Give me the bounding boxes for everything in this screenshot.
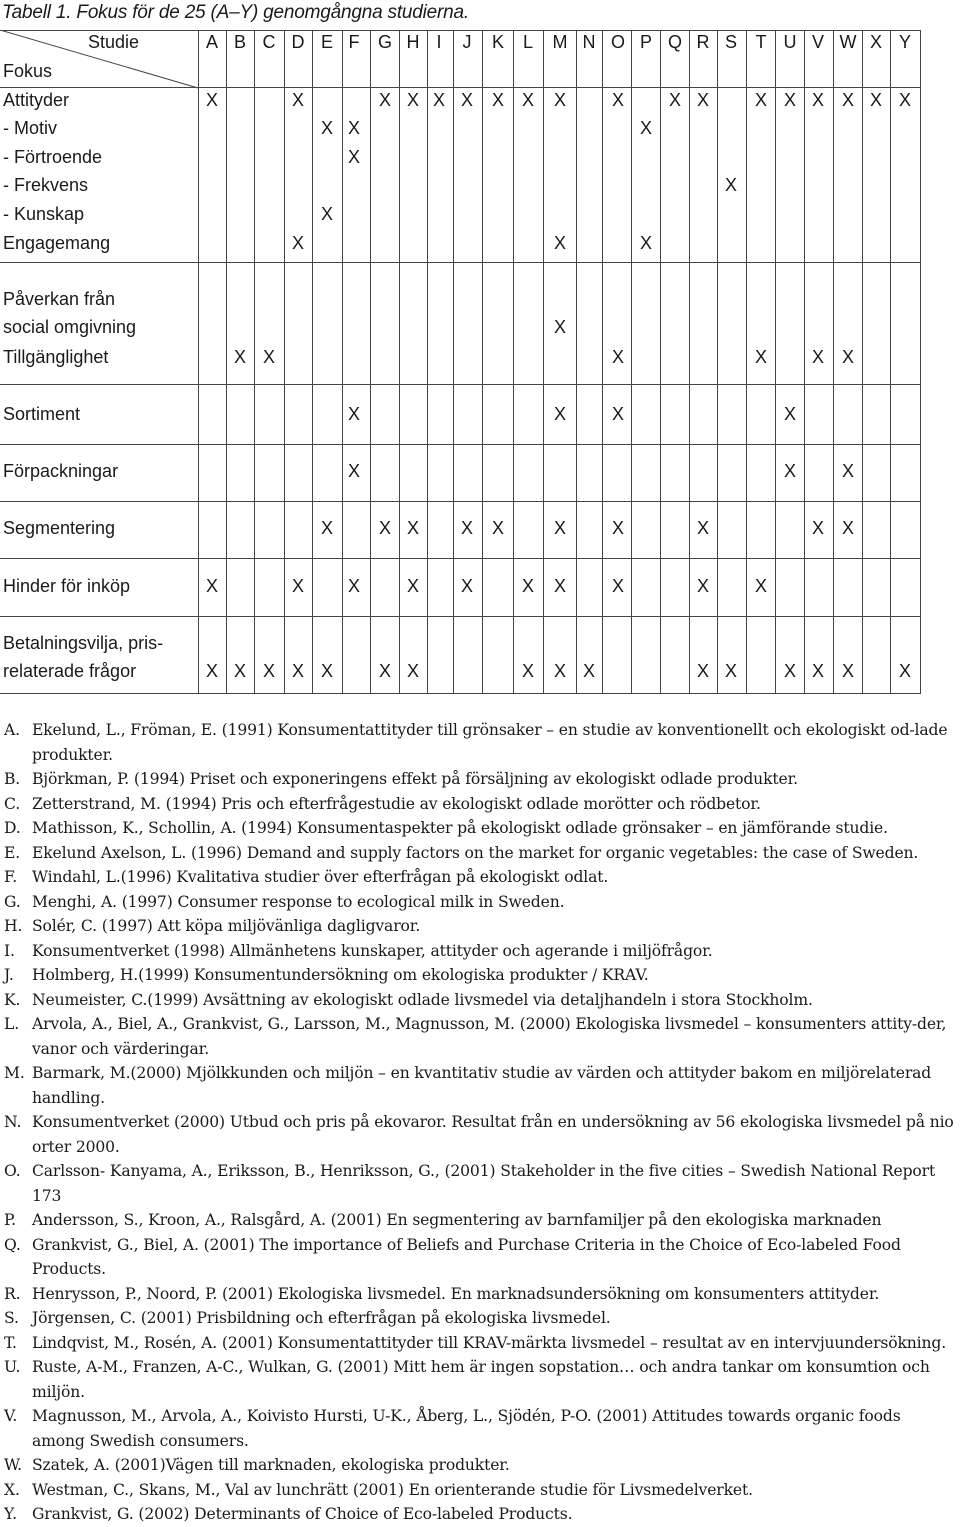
table-cell-mark: X bbox=[491, 518, 504, 538]
column-divider bbox=[284, 30, 285, 694]
row-label: - Kunskap bbox=[3, 204, 85, 224]
table-caption: Tabell 1. Fokus för de 25 (A–Y) genomgångna studierna. bbox=[2, 2, 469, 23]
column-divider bbox=[370, 30, 371, 694]
corner-header-studie: Studie bbox=[88, 32, 140, 52]
column-header-h: H bbox=[406, 32, 420, 52]
table-cell-mark: X bbox=[696, 661, 709, 681]
reference-key: C. bbox=[4, 794, 21, 813]
column-divider bbox=[226, 30, 227, 694]
reference-item bbox=[4, 1306, 958, 1331]
table-cell-mark: X bbox=[378, 90, 391, 110]
reference-text: Szatek, A. (2001)Vägen till marknaden, ekologiska produkter. bbox=[32, 1456, 510, 1474]
reference-item bbox=[4, 1478, 958, 1503]
reference-item bbox=[4, 718, 958, 767]
table-cell-mark: X bbox=[320, 118, 333, 138]
reference-text: Lindqvist, M., Rosén, A. (2001) Konsumentattityder till KRAV-märkta livsmedel – resultat av en intervjuundersökning. bbox=[32, 1333, 947, 1352]
column-divider bbox=[198, 30, 199, 694]
table-cell-mark: X bbox=[696, 576, 709, 596]
table-cell-mark: X bbox=[320, 204, 333, 224]
reference-text: Holmberg, H.(1999) Konsumentundersökning om ekologiska produkter / KRAV. bbox=[32, 966, 649, 984]
row-separator bbox=[0, 444, 920, 445]
table-cell-mark: X bbox=[320, 518, 333, 538]
reference-text: Konsumentverket (2000) Utbud och pris på ekovaror. Resultat från en undersökning av 56 ekologiska livsmedel på nio orter 2000. bbox=[32, 1113, 954, 1156]
reference-key: W. bbox=[4, 1456, 22, 1474]
reference-item bbox=[4, 963, 958, 988]
column-header-x: X bbox=[869, 32, 882, 52]
column-header-v: V bbox=[811, 32, 824, 52]
reference-key: T. bbox=[4, 1333, 17, 1352]
table-cell-mark: X bbox=[724, 661, 737, 681]
column-header-l: L bbox=[522, 32, 533, 52]
reference-item bbox=[4, 1012, 958, 1061]
table-cell-mark: X bbox=[406, 661, 419, 681]
row-label: Segmentering bbox=[3, 518, 116, 538]
table-cell-mark: X bbox=[841, 518, 854, 538]
reference-item bbox=[4, 1282, 958, 1307]
table-cell-mark: X bbox=[460, 518, 473, 538]
table-cell-mark: X bbox=[378, 661, 391, 681]
reference-key: O. bbox=[4, 1162, 21, 1180]
reference-item bbox=[4, 1233, 958, 1282]
reference-text: Grankvist, G. (2002) Determinants of Choice of Eco-labeled Products. bbox=[32, 1505, 573, 1523]
table-cell-mark: X bbox=[233, 347, 246, 367]
table-cell-mark: X bbox=[521, 661, 534, 681]
row-label: - Frekvens bbox=[3, 175, 89, 195]
reference-key: P. bbox=[4, 1211, 16, 1229]
column-divider bbox=[660, 30, 661, 694]
header-rule bbox=[0, 29, 920, 31]
reference-key: F. bbox=[4, 868, 18, 886]
table-cell-mark: X bbox=[432, 90, 445, 110]
column-header-j: J bbox=[462, 32, 472, 52]
reference-item bbox=[4, 767, 958, 792]
table-cell-mark: X bbox=[553, 404, 566, 424]
table-cell-mark: X bbox=[783, 90, 796, 110]
table-cell-mark: X bbox=[460, 90, 473, 110]
column-divider bbox=[890, 30, 891, 694]
reference-key: Q. bbox=[4, 1235, 21, 1254]
reference-key: Y. bbox=[4, 1505, 17, 1523]
column-divider bbox=[689, 30, 690, 694]
table-cell-mark: X bbox=[347, 461, 360, 481]
table-cell-mark: X bbox=[233, 661, 246, 681]
table-cell-mark: X bbox=[898, 661, 911, 681]
row-separator bbox=[0, 616, 920, 617]
reference-item bbox=[4, 1453, 958, 1478]
reference-list bbox=[4, 718, 958, 1527]
table-cell-mark: X bbox=[378, 518, 391, 538]
reference-text: Barmark, M.(2000) Mjölkkunden och miljön – en kvantitativ studie av värden och attityder bakom en miljörelaterad handling. bbox=[32, 1064, 932, 1107]
reference-item bbox=[4, 939, 958, 964]
column-divider bbox=[453, 30, 454, 694]
table-cell-mark: X bbox=[205, 661, 218, 681]
row-label: Betalningsvilja, pris- bbox=[3, 633, 164, 653]
reference-item bbox=[4, 890, 958, 915]
row-label: social omgivning bbox=[3, 317, 137, 337]
row-label: Sortiment bbox=[3, 404, 81, 424]
column-header-y: Y bbox=[898, 32, 911, 52]
table-cell-mark: X bbox=[291, 576, 304, 596]
reference-text: Windahl, L.(1996) Kvalitativa studier över efterfrågan på ekologiskt odlat. bbox=[32, 868, 609, 886]
reference-key: J. bbox=[4, 966, 14, 984]
reference-text: Arvola, A., Biel, A., Grankvist, G., Larsson, M., Magnusson, M. (2000) Ekologiska livsmedel – konsumenters attity-der, vanor och värderingar. bbox=[32, 1015, 947, 1058]
reference-text: Neumeister, C.(1999) Avsättning av ekologiskt odlade livsmedel via detaljhandeln i stora Stockholm. bbox=[32, 990, 813, 1009]
column-divider bbox=[804, 30, 805, 694]
table-cell-mark: X bbox=[291, 90, 304, 110]
table-cell-mark: X bbox=[553, 317, 566, 337]
reference-item bbox=[4, 1208, 958, 1233]
column-divider bbox=[543, 30, 544, 694]
reference-key: L. bbox=[4, 1015, 20, 1033]
table-cell-mark: X bbox=[611, 347, 624, 367]
reference-text: Grankvist, G., Biel, A. (2001) The importance of Beliefs and Purchase Criteria in the Choice of Eco-labeled Food Products. bbox=[32, 1235, 901, 1278]
row-label: Tillgänglighet bbox=[3, 347, 109, 367]
table-cell-mark: X bbox=[783, 461, 796, 481]
reference-item bbox=[4, 1355, 958, 1404]
column-header-s: S bbox=[724, 32, 737, 52]
table-cell-mark: X bbox=[611, 90, 624, 110]
table-cell-mark: X bbox=[491, 90, 504, 110]
table-cell-mark: X bbox=[553, 576, 566, 596]
table-cell-mark: X bbox=[696, 90, 709, 110]
table-cell-mark: X bbox=[262, 347, 275, 367]
row-separator bbox=[0, 501, 920, 502]
table-cell-mark: X bbox=[783, 404, 796, 424]
column-divider bbox=[427, 30, 428, 694]
focus-table bbox=[0, 0, 960, 700]
reference-key: B. bbox=[4, 770, 21, 788]
table-cell-mark: X bbox=[460, 576, 473, 596]
table-cell-mark: X bbox=[811, 661, 824, 681]
reference-text: Jörgensen, C. (2001) Prisbildning och efterfrågan på ekologiska livsmedel. bbox=[32, 1309, 611, 1327]
column-divider bbox=[920, 30, 921, 694]
reference-item bbox=[4, 914, 958, 939]
table-cell-mark: X bbox=[724, 175, 737, 195]
table-cell-mark: X bbox=[668, 90, 681, 110]
reference-text: Carlsson- Kanyama, A., Eriksson, B., Henriksson, G., (2001) Stakeholder in the five cities – Swedish National Report 173 bbox=[32, 1162, 936, 1205]
reference-key: S. bbox=[4, 1309, 19, 1327]
reference-item bbox=[4, 816, 958, 841]
reference-key: N. bbox=[4, 1113, 22, 1131]
table-cell-mark: X bbox=[869, 90, 882, 110]
reference-key: K. bbox=[4, 990, 21, 1009]
table-cell-mark: X bbox=[611, 518, 624, 538]
reference-text: Ruste, A-M., Franzen, A-C., Wulkan, G. (2001) Mitt hem är ingen sopstation… och andra tankar om konsumtion och miljön. bbox=[32, 1358, 930, 1401]
column-divider bbox=[775, 30, 776, 694]
table-cell-mark: X bbox=[205, 576, 218, 596]
table-cell-mark: X bbox=[553, 518, 566, 538]
column-divider bbox=[513, 30, 514, 694]
row-label: Attityder bbox=[3, 90, 70, 110]
table-cell-mark: X bbox=[841, 347, 854, 367]
reference-text: Magnusson, M., Arvola, A., Koivisto Hursti, U-K., Åberg, L., Sjödén, P-O. (2001) Attitudes towards organic foods among Swedish consumers. bbox=[32, 1407, 901, 1450]
column-header-e: E bbox=[320, 32, 333, 52]
reference-text: Zetterstrand, M. (1994) Pris och efterfrågestudie av ekologiskt odlade morötter och rödbetor. bbox=[32, 794, 761, 813]
table-cell-mark: X bbox=[841, 90, 854, 110]
corner-header-fokus: Fokus bbox=[3, 61, 53, 81]
table-cell-mark: X bbox=[553, 233, 566, 253]
column-header-m: M bbox=[552, 32, 568, 52]
column-header-n: N bbox=[582, 32, 596, 52]
column-header-q: Q bbox=[667, 32, 682, 52]
reference-item bbox=[4, 1159, 958, 1208]
table-cell-mark: X bbox=[320, 661, 333, 681]
table-cell-mark: X bbox=[205, 90, 218, 110]
reference-key: R. bbox=[4, 1284, 21, 1303]
reference-item bbox=[4, 841, 958, 866]
reference-item bbox=[4, 865, 958, 890]
row-separator bbox=[0, 384, 920, 385]
table-cell-mark: X bbox=[696, 518, 709, 538]
column-divider bbox=[602, 30, 603, 694]
table-cell-mark: X bbox=[406, 576, 419, 596]
column-divider bbox=[631, 30, 632, 694]
column-divider bbox=[254, 30, 255, 694]
table-cell-mark: X bbox=[521, 90, 534, 110]
reference-key: U. bbox=[4, 1358, 21, 1376]
column-header-p: P bbox=[639, 32, 652, 52]
table-cell-mark: X bbox=[754, 90, 767, 110]
table-cell-mark: X bbox=[347, 147, 360, 167]
table-cell-mark: X bbox=[811, 90, 824, 110]
table-cell-mark: X bbox=[811, 518, 824, 538]
column-header-k: K bbox=[491, 32, 504, 52]
column-header-w: W bbox=[839, 32, 857, 52]
table-cell-mark: X bbox=[553, 90, 566, 110]
column-divider bbox=[399, 30, 400, 694]
reference-key: G. bbox=[4, 892, 21, 911]
table-cell-mark: X bbox=[291, 233, 304, 253]
table-cell-mark: X bbox=[811, 347, 824, 367]
table-cell-mark: X bbox=[291, 661, 304, 681]
reference-text: Björkman, P. (1994) Priset och exponeringens effekt på försäljning av ekologiskt odlade produkter. bbox=[32, 770, 798, 788]
column-header-a: A bbox=[205, 32, 218, 52]
reference-key: I. bbox=[4, 941, 15, 960]
table-cell-mark: X bbox=[406, 518, 419, 538]
column-header-f: F bbox=[348, 32, 360, 52]
table-cell-mark: X bbox=[262, 661, 275, 681]
table-cell-mark: X bbox=[841, 661, 854, 681]
reference-text: Konsumentverket (1998) Allmänhetens kunskaper, attityder och agerande i miljöfrågor. bbox=[32, 941, 713, 960]
column-header-d: D bbox=[291, 32, 305, 52]
row-separator bbox=[0, 262, 920, 263]
reference-item bbox=[4, 1331, 958, 1356]
reference-text: Solér, C. (1997) Att köpa miljövänliga dagligvaror. bbox=[32, 917, 421, 935]
reference-item bbox=[4, 1110, 958, 1159]
row-label: Engagemang bbox=[3, 233, 111, 253]
reference-text: Ekelund, L., Fröman, E. (1991) Konsumentattityder till grönsaker – en studie av konventionellt och ekologiskt od-lade produkter. bbox=[32, 721, 948, 764]
column-header-u: U bbox=[783, 32, 797, 52]
reference-text: Menghi, A. (1997) Consumer response to ecological milk in Sweden. bbox=[32, 892, 565, 911]
table-cell-mark: X bbox=[783, 661, 796, 681]
column-divider bbox=[746, 30, 747, 694]
table-cell-mark: X bbox=[582, 661, 595, 681]
header-rule bbox=[0, 86, 920, 88]
reference-text: Westman, C., Skans, M., Val av lunchrätt (2001) En orienterande studie för Livsmedelverket. bbox=[32, 1480, 753, 1499]
reference-key: E. bbox=[4, 843, 21, 862]
row-label: relaterade frågor bbox=[3, 661, 137, 681]
reference-key: V. bbox=[4, 1407, 18, 1425]
reference-item bbox=[4, 1502, 958, 1527]
column-header-t: T bbox=[755, 32, 767, 52]
table-cell-mark: X bbox=[406, 90, 419, 110]
column-divider bbox=[717, 30, 718, 694]
column-header-i: I bbox=[436, 32, 442, 52]
reference-key: X. bbox=[4, 1480, 20, 1499]
row-label: - Motiv bbox=[3, 118, 57, 138]
reference-key: H. bbox=[4, 917, 23, 935]
table-cell-mark: X bbox=[521, 576, 534, 596]
row-label: Påverkan från bbox=[3, 289, 116, 309]
column-header-o: O bbox=[610, 32, 625, 52]
row-label: Hinder för inköp bbox=[3, 576, 131, 596]
column-header-r: R bbox=[696, 32, 710, 52]
row-separator bbox=[0, 558, 920, 559]
reference-text: Henrysson, P., Noord, P. (2001) Ekologiska livsmedel. En marknadsundersökning om konsumenters attityder. bbox=[32, 1284, 880, 1303]
reference-key: A. bbox=[4, 721, 20, 739]
row-label: Förpackningar bbox=[3, 461, 119, 481]
reference-item bbox=[4, 1404, 958, 1453]
table-cell-mark: X bbox=[347, 576, 360, 596]
table-cell-mark: X bbox=[639, 118, 652, 138]
reference-item bbox=[4, 792, 958, 817]
column-header-b: B bbox=[233, 32, 246, 52]
table-cell-mark: X bbox=[611, 404, 624, 424]
table-cell-mark: X bbox=[347, 404, 360, 424]
reference-item bbox=[4, 988, 958, 1013]
table-cell-mark: X bbox=[898, 90, 911, 110]
row-label: - Förtroende bbox=[3, 147, 103, 167]
reference-text: Mathisson, K., Schollin, A. (1994) Konsumentaspekter på ekologiskt odlade grönsaker – en jämförande studie. bbox=[32, 819, 888, 837]
table-cell-mark: X bbox=[553, 661, 566, 681]
table-cell-mark: X bbox=[841, 461, 854, 481]
table-cell-mark: X bbox=[754, 347, 767, 367]
table-cell-mark: X bbox=[754, 576, 767, 596]
column-header-g: G bbox=[377, 32, 392, 52]
table-cell-mark: X bbox=[347, 118, 360, 138]
reference-text: Ekelund Axelson, L. (1996) Demand and supply factors on the market for organic vegetables: the case of Sweden. bbox=[32, 843, 919, 862]
row-separator bbox=[0, 693, 920, 694]
table-cell-mark: X bbox=[611, 576, 624, 596]
column-divider bbox=[833, 30, 834, 694]
column-divider bbox=[312, 30, 313, 694]
column-divider bbox=[576, 30, 577, 694]
reference-key: D. bbox=[4, 819, 21, 837]
reference-key: M. bbox=[4, 1064, 25, 1082]
reference-item bbox=[4, 1061, 958, 1110]
column-header-c: C bbox=[262, 32, 276, 52]
table-cell-mark: X bbox=[639, 233, 652, 253]
column-divider bbox=[862, 30, 863, 694]
column-divider bbox=[482, 30, 483, 694]
reference-text: Andersson, S., Kroon, A., Ralsgård, A. (2001) En segmentering av barnfamiljer på den ekologiska marknaden bbox=[32, 1211, 882, 1229]
